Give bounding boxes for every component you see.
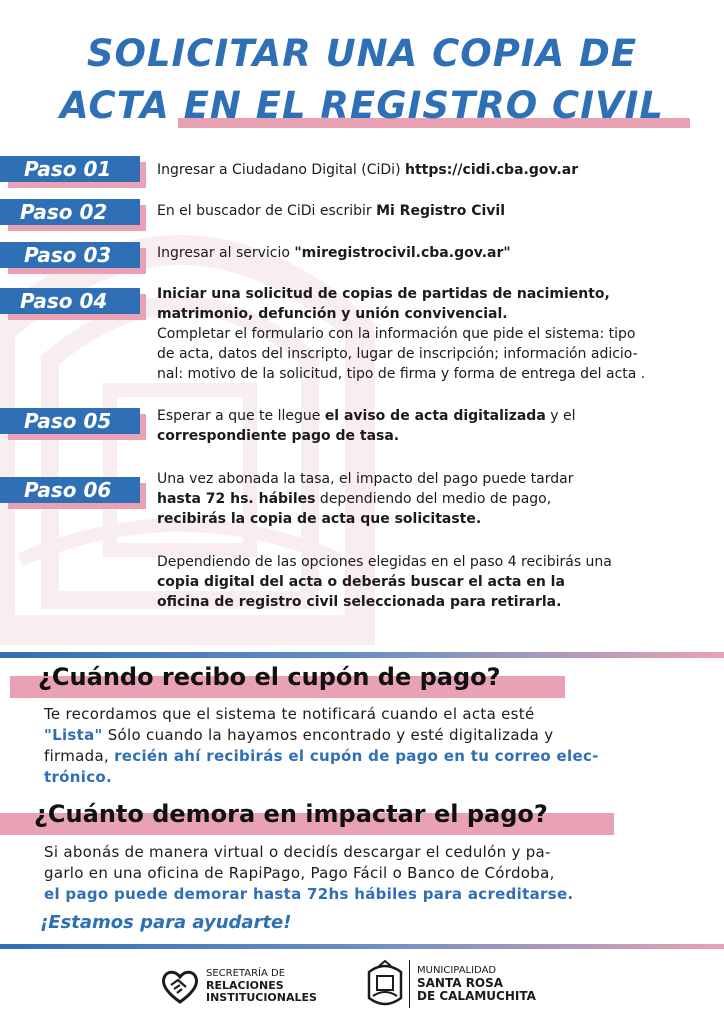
step-06-l2b: dependiendo del medio de pago, [315, 491, 552, 507]
section-divider-top [0, 652, 724, 658]
step-02-text-bold: Mi Registro Civil [376, 203, 505, 219]
step-03-text [157, 243, 702, 263]
step-04-bold-line2: matrimonio, defunción y unión convivencial. [157, 306, 508, 322]
municipalidad-logo [365, 958, 565, 1012]
step-03-tag [0, 242, 150, 268]
step-06-l1: Una vez abonada la tasa, el impacto del pago puede tardar [157, 471, 574, 487]
secretaria-logo [160, 966, 360, 1006]
faq1-line2a: "Lista" [44, 726, 103, 744]
page-title-line1: SOLICITAR UNA COPIA DE [86, 32, 638, 75]
municipal-crest-icon [365, 958, 405, 1010]
closing-message: ¡Estamos para ayudarte! [40, 912, 292, 933]
logo2-line3: DE CALAMUCHITA [417, 989, 536, 1003]
faq1-line3b: recién ahí recibirás el cupón de pago en tu correo elec- [114, 747, 599, 765]
logo-divider [409, 960, 410, 1008]
step-01-text [157, 160, 702, 180]
cidi-link[interactable]: https://cidi.cba.gov.ar [404, 162, 579, 178]
step-01-tag [0, 156, 150, 182]
logo2-line1: MUNICIPALIDAD [417, 965, 497, 976]
step-02-text-plain: En el buscador de CiDi escribir [157, 203, 377, 219]
step-06-l2a: hasta 72 hs. hábiles [157, 491, 316, 507]
step-06-label: Paso 06 [0, 477, 140, 503]
faq1-line1: Te recordamos que el sistema te notificará cuando el acta esté [44, 705, 535, 723]
faq2-line3: el pago puede demorar hasta 72hs hábiles para acreditarse. [44, 885, 574, 903]
logo1-line1: SECRETARÍA DE [206, 968, 286, 979]
step-06-l3: recibirás la copia de acta que solicitaste. [157, 511, 482, 527]
step-05-l2: correspondiente pago de tasa. [157, 428, 400, 444]
step-03-text-bold: "miregistrocivil.cba.gov.ar" [294, 245, 511, 261]
logo1-line2: RELACIONES [206, 979, 284, 992]
faq2-heading: ¿Cuánto demora en impactar el pago? [34, 800, 548, 828]
step-02-text [157, 201, 702, 221]
faq2-line2: garlo en una oficina de RapiPago, Pago Fácil o Banco de Córdoba, [44, 864, 555, 882]
step-01-label: Paso 01 [0, 156, 140, 182]
step-03-label: Paso 03 [0, 242, 140, 268]
step-05-label: Paso 05 [0, 408, 140, 434]
note-line1: Dependiendo de las opciones elegidas en el paso 4 recibirás una [157, 554, 612, 570]
logo2-line2: SANTA ROSA [417, 976, 504, 990]
faq2-line1: Si abonás de manera virtual o decidís descargar el cedulón y pa- [44, 843, 551, 861]
step-06-tag [0, 477, 150, 503]
step-05-l1b: el aviso de acta digitalizada [324, 408, 546, 424]
step-04-text [157, 284, 702, 384]
faq1-heading: ¿Cuándo recibo el cupón de pago? [38, 663, 501, 691]
handshake-heart-icon [160, 968, 200, 1004]
note-line2: copia digital del acta o deberás buscar el acta en la [157, 574, 565, 590]
step-04-line5: nal: motivo de la solicitud, tipo de firma y forma de entrega del acta . [157, 366, 646, 382]
logo1-line3: INSTITUCIONALES [206, 991, 317, 1004]
delivery-note [157, 552, 702, 612]
faq2-text [44, 842, 684, 905]
step-05-tag [0, 408, 150, 434]
step-04-label: Paso 04 [0, 288, 140, 314]
step-04-line4: de acta, datos del inscripto, lugar de inscripción; información adicio- [157, 346, 638, 362]
step-05-l1a: Esperar a que te llegue [157, 408, 325, 424]
step-04-line3: Completar el formulario con la información que pide el sistema: tipo [157, 326, 636, 342]
step-04-tag [0, 288, 150, 314]
faq1-line4: trónico. [44, 768, 112, 786]
step-02-label: Paso 02 [0, 199, 140, 225]
faq1-line2b: Sólo cuando la hayamos encontrado y esté digitalizada y [102, 726, 554, 744]
step-05-text [157, 406, 702, 446]
step-05-l1c: y el [545, 408, 576, 424]
page-title-line2: ACTA EN EL REGISTRO CIVIL [60, 84, 664, 127]
faq1-text [44, 704, 684, 788]
step-03-text-plain: Ingresar al servicio [157, 245, 295, 261]
section-divider-bottom [0, 944, 724, 949]
step-01-text-plain: Ingresar a Ciudadano Digital (CiDi) [157, 162, 405, 178]
faq1-line3a: firmada, [44, 747, 115, 765]
step-02-tag [0, 199, 150, 225]
step-06-text [157, 469, 702, 529]
note-line3: oficina de registro civil seleccionada para retirarla. [157, 594, 562, 610]
step-04-bold-line1: Iniciar una solicitud de copias de partidas de nacimiento, [157, 286, 610, 302]
